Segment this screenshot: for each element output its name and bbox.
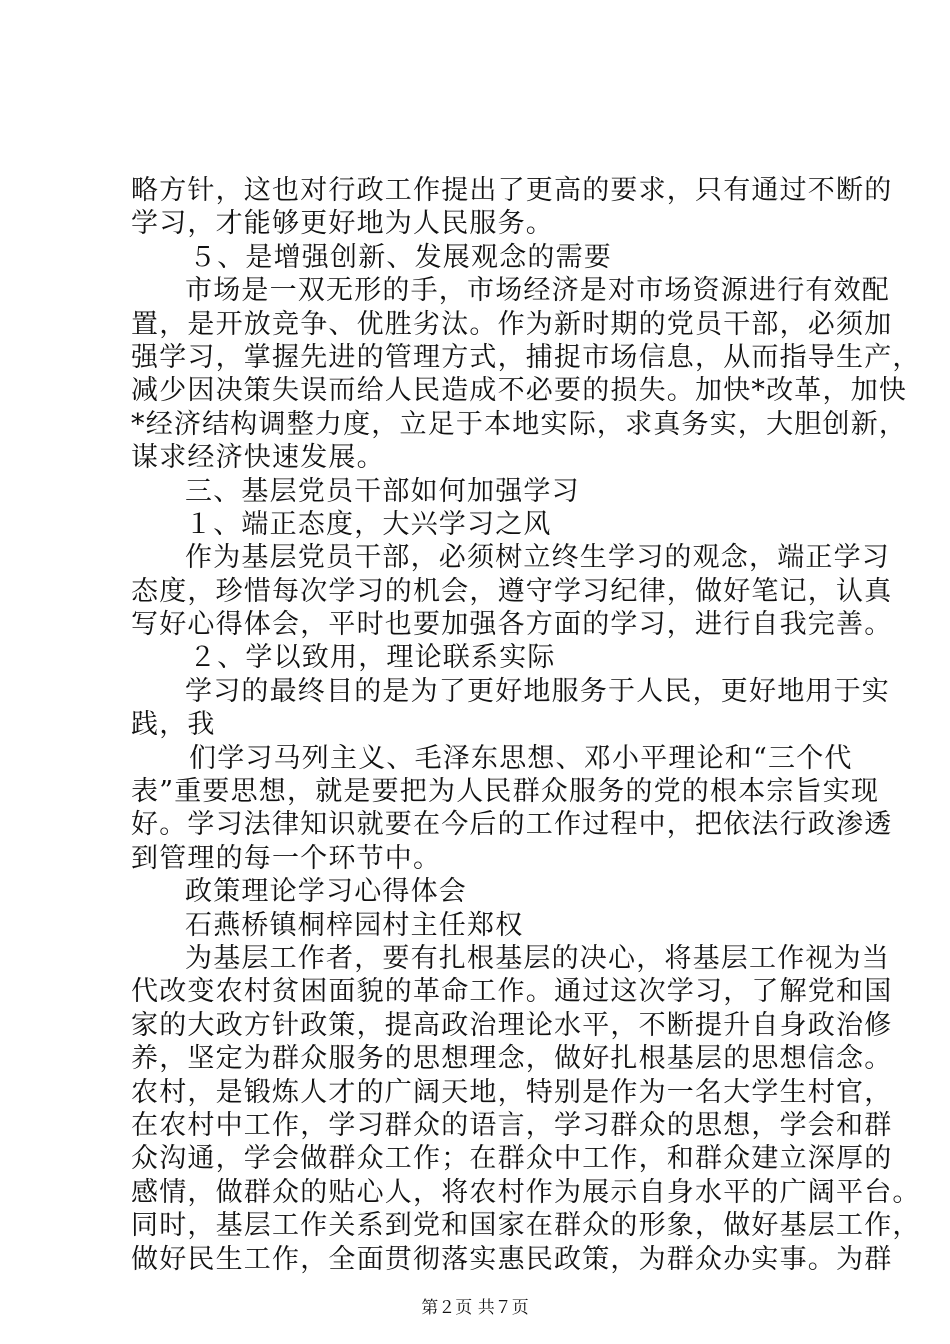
text-line: 好。学习法律知识就要在今后的工作过程中，把依法行政渗透: [131, 809, 893, 841]
text-line: 家的大政方针政策，提高政治理论水平，不断提升自身政治修: [131, 1009, 893, 1041]
text-line: 同时，基层工作关系到党和国家在群众的形象，做好基层工作，: [131, 1210, 921, 1242]
section-heading: ５、是增强创新、发展观念的需要: [189, 241, 612, 273]
section-heading: 三、基层党员干部如何加强学习: [185, 475, 580, 507]
text-line: 众沟通，学会做群众工作；在群众中工作，和群众建立深厚的: [131, 1143, 893, 1175]
text-line: 做好民生工作，全面贯彻落实惠民政策，为群众办实事。为群: [131, 1243, 893, 1275]
text-line: 在农村中工作，学习群众的语言，学习群众的思想，学会和群: [131, 1109, 893, 1141]
article-author: 石燕桥镇桐梓园村主任郑权: [185, 909, 524, 941]
text-line: 作为基层党员干部，必须树立终生学习的观念，端正学习: [185, 542, 890, 574]
text-line: 为基层工作者，要有扎根基层的决心，将基层工作视为当: [185, 942, 890, 974]
article-title: 政策理论学习心得体会: [185, 876, 467, 908]
text-line: 态度，珍惜每次学习的机会，遵守学习纪律，做好笔记，认真: [131, 575, 893, 607]
text-line: 感情，做群众的贴心人，将农村作为展示自身水平的广阔平台。: [131, 1176, 921, 1208]
text-line: 写好心得体会，平时也要加强各方面的学习，进行自我完善。: [131, 609, 893, 641]
text-line: 学习，才能够更好地为人民服务。: [131, 208, 554, 240]
section-heading: １、端正态度，大兴学习之风: [185, 508, 552, 540]
text-line: 农村，是锻炼人才的广阔天地，特别是作为一名大学生村官，: [131, 1076, 893, 1108]
text-line: 强学习，掌握先进的管理方式，捕捉市场信息，从而指导生产，: [131, 341, 921, 373]
text-line: 们学习马列主义、毛泽东思想、邓小平理论和“三个代: [189, 742, 853, 774]
text-line: 养，坚定为群众服务的思想理念，做好扎根基层的思想信念。: [131, 1043, 893, 1075]
text-line: 略方针，这也对行政工作提出了更高的要求，只有通过不断的: [131, 175, 893, 206]
page-number-footer: 第２页 共７页: [421, 1298, 529, 1318]
text-line: 代改变农村贫困面貌的革命工作。通过这次学习，了解党和国: [131, 976, 893, 1008]
text-line: 谋求经济快速发展。: [131, 442, 385, 474]
text-line: 表”重要思想，就是要把为人民群众服务的党的根本宗旨实现: [131, 776, 880, 808]
text-line: 减少因决策失误而给人民造成不必要的损失。加快*改革，加快: [131, 375, 908, 407]
text-line: *经济结构调整力度，立足于本地实际，求真务实，大胆创新，: [131, 408, 908, 440]
text-line: 置，是开放竞争、优胜劣汰。作为新时期的党员干部，必须加: [131, 308, 893, 340]
text-line: 践，我: [131, 709, 216, 741]
text-line: 到管理的每一个环节中。: [131, 842, 442, 874]
text-line: 市场是一双无形的手，市场经济是对市场资源进行有效配: [185, 275, 890, 307]
section-heading: ２、学以致用，理论联系实际: [189, 642, 556, 674]
document-body: [131, 174, 921, 1276]
text-line: 学习的最终目的是为了更好地服务于人民，更好地用于实: [185, 675, 890, 707]
